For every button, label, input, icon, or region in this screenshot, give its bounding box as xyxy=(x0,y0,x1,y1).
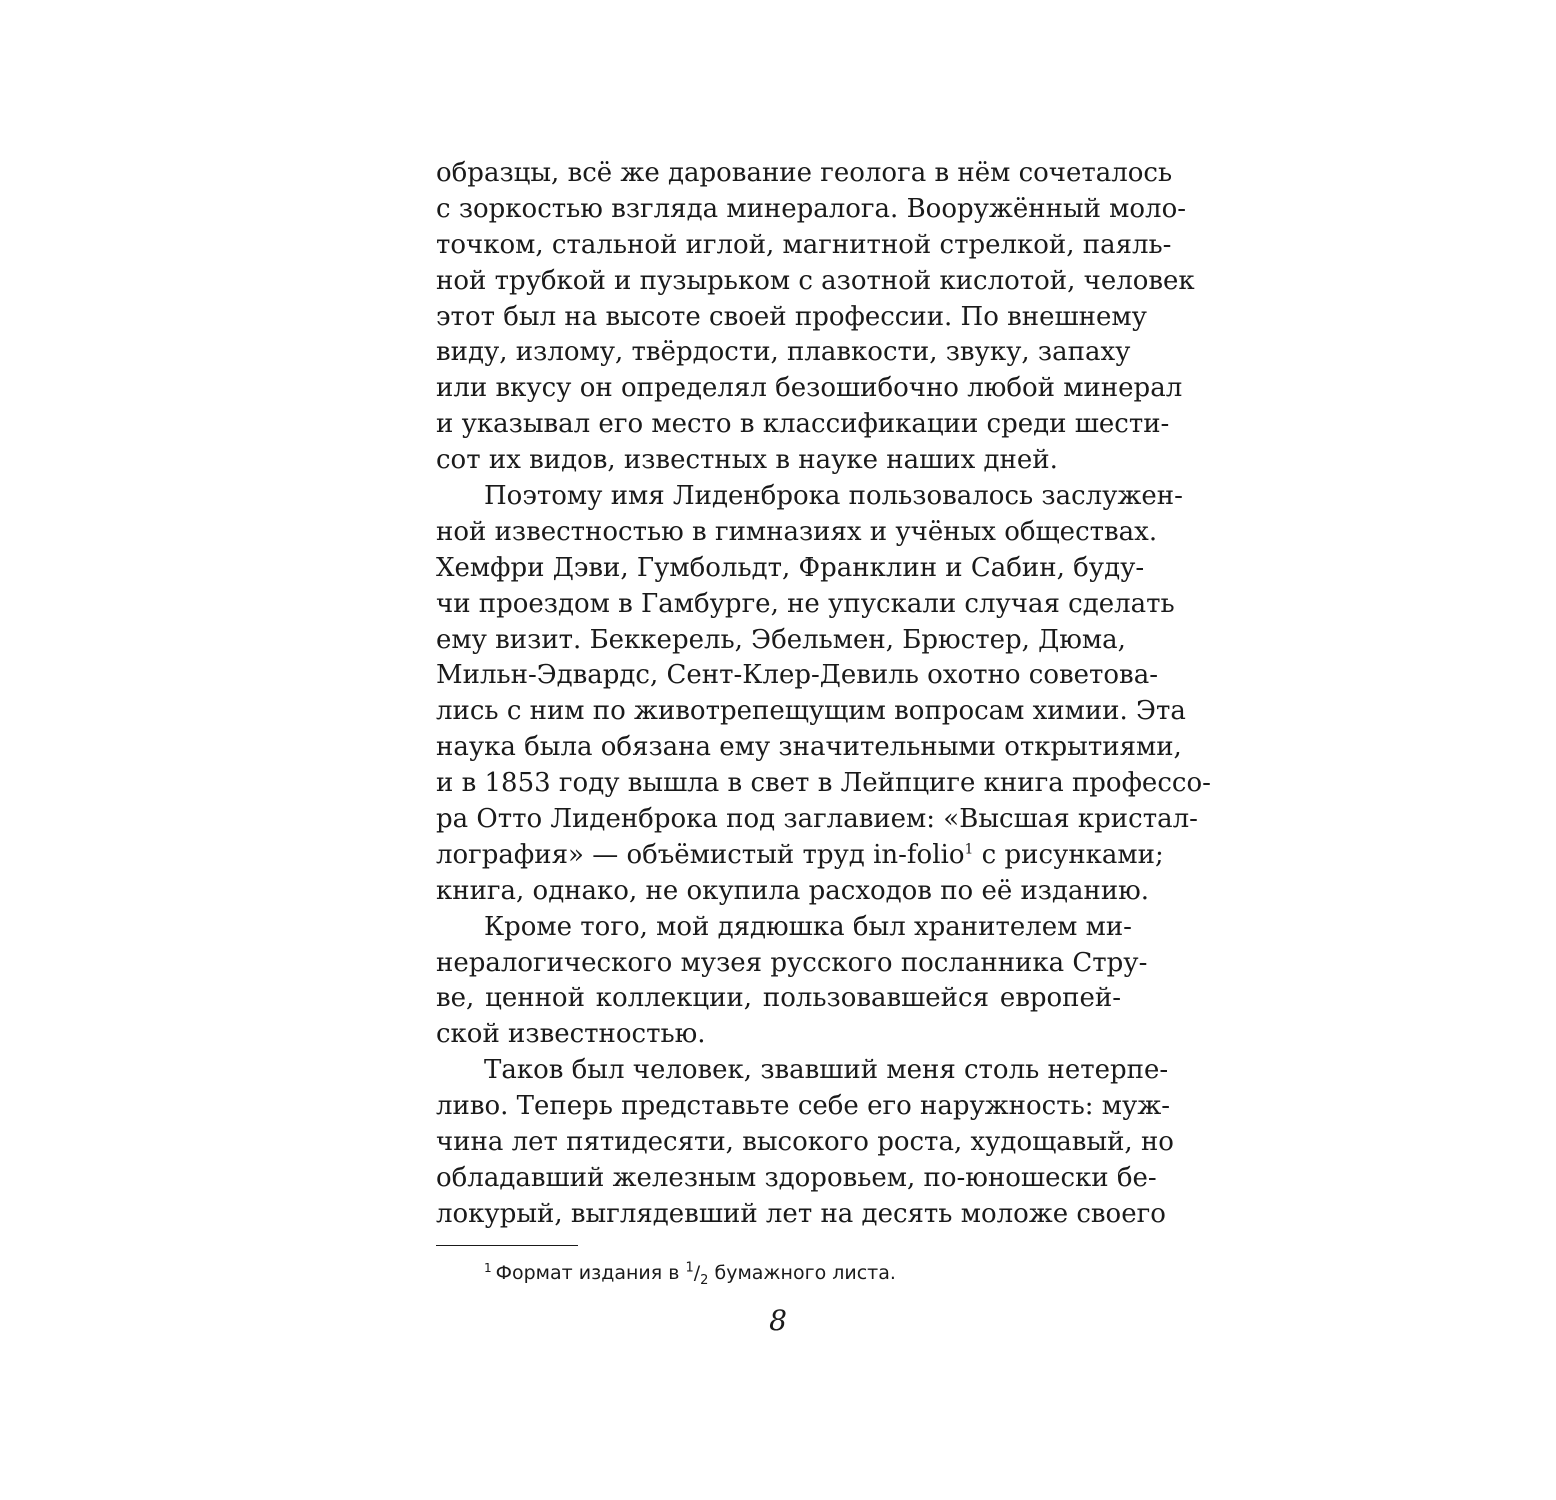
text-line: с зоркостью взгляда минералога. Вооружённый моло- xyxy=(436,193,1187,224)
text-line: Хемфри Дэви, Гумбольдт, Франклин и Сабин, буду- xyxy=(436,552,1145,583)
text-line: книга, однако, не окупила расходов по её изданию. xyxy=(436,875,1150,906)
footnote-text-before: Формат издания в xyxy=(495,1262,686,1284)
text-line: точком, стальной иглой, магнитной стрелкой, паяль- xyxy=(436,229,1172,260)
text-line: образцы, всё же дарование геолога в нём сочеталось xyxy=(436,158,1173,188)
text-line: Мильн-Эдвардс, Сент-Клер-Девиль охотно советова- xyxy=(436,660,1158,691)
footnote xyxy=(484,1258,896,1288)
fraction-numerator: 1 xyxy=(685,1260,694,1276)
text-segment: лография» — объёмистый труд in-folio xyxy=(436,839,965,870)
text-line-with-footnote-ref xyxy=(436,838,1164,874)
page-number: 8 xyxy=(769,1304,787,1337)
text-line: обладавший железным здоровьем, по-юношески бе- xyxy=(436,1162,1157,1193)
footnote-mark: 1 xyxy=(484,1260,492,1275)
text-line: ской известностью. xyxy=(436,1019,706,1050)
text-line: Таков был человек, звавший меня столь нетерпе- xyxy=(484,1055,1169,1086)
text-line: нералогического музея русского посланника Стру- xyxy=(436,947,1148,978)
text-line: лись с ним по животрепещущим вопросам химии. Эта xyxy=(436,696,1186,727)
text-line: этот был на высоте своей профессии. По внешнему xyxy=(436,301,1147,332)
text-line: и в 1853 году вышла в свет в Лейпциге книга профессо- xyxy=(436,768,1211,799)
text-line: или вкусу он определял безошибочно любой минерал xyxy=(436,373,1183,404)
footnote-divider xyxy=(436,1245,578,1246)
text-line: сот их видов, известных в науке наших дней. xyxy=(436,445,1058,476)
fraction-slash: / xyxy=(693,1262,701,1284)
text-line: чина лет пятидесяти, высокого роста, худощавый, но xyxy=(436,1127,1174,1158)
text-line: наука была обязана ему значительными открытиями, xyxy=(436,732,1182,763)
text-line: Кроме того, мой дядюшка был хранителем ми- xyxy=(484,911,1132,942)
text-line: ной трубкой и пузырьком с азотной кислотой, человек xyxy=(436,265,1195,296)
text-line: Поэтому имя Лиденброка пользовалось заслужен- xyxy=(484,481,1183,512)
text-line: ему визит. Беккерель, Эбельмен, Брюстер, Дюма, xyxy=(436,624,1126,655)
text-line: ливо. Теперь представьте себе его наружность: муж- xyxy=(436,1091,1171,1122)
footnote-text-after: бумажного листа. xyxy=(708,1262,896,1284)
text-line: чи проездом в Гамбурге, не упускали случая сделать xyxy=(436,588,1175,619)
text-segment: с рисунками; xyxy=(973,839,1164,870)
text-line: ве, ценной коллекции, пользовавшейся европей- xyxy=(436,983,1121,1014)
text-line: и указывал его место в классификации среди шести- xyxy=(436,409,1170,440)
body-text xyxy=(436,156,1211,1233)
text-line: ра Отто Лиденброка под заглавием: «Высшая кристал- xyxy=(436,804,1198,835)
text-line: локурый, выглядевший лет на десять моложе своего xyxy=(436,1198,1166,1229)
footnote-reference[interactable]: 1 xyxy=(964,841,974,858)
text-line: виду, излому, твёрдости, плавкости, звуку, запаху xyxy=(436,337,1131,368)
text-line: ной известностью в гимназиях и учёных обществах. xyxy=(436,516,1158,547)
fraction-denominator: 2 xyxy=(700,1272,709,1288)
